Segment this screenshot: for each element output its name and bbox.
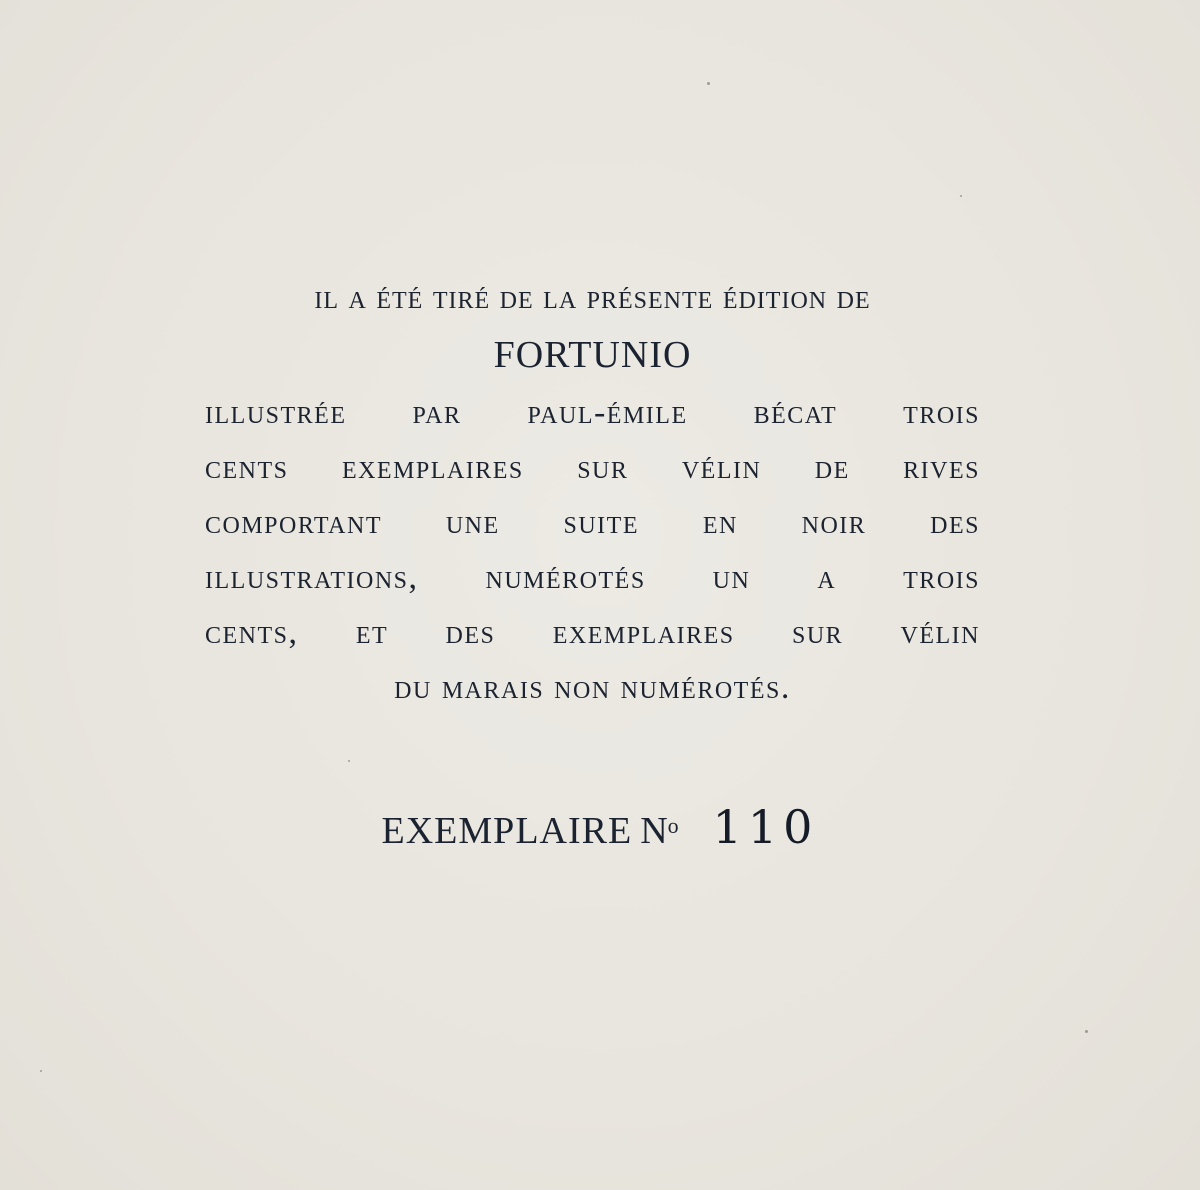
number-sign-superscript: o (667, 813, 679, 838)
colophon-line: illustrations, numérotés un a trois (205, 559, 980, 596)
colophon-line: cents exemplaires sur vélin de rives (205, 449, 980, 486)
copy-label: EXEMPLAIRE (381, 810, 633, 852)
book-title: FORTUNIO (493, 334, 692, 376)
colophon-line: illustrée par paul-émile bécat trois (205, 394, 980, 431)
colophon-intro-line: il a été tiré de la présente édition de (314, 279, 871, 316)
paper-speck (40, 1070, 42, 1072)
paper-speck (707, 82, 710, 85)
colophon-line: comportant une suite en noir des (205, 504, 980, 541)
paper-speck (960, 195, 962, 197)
paper-speck (348, 760, 350, 762)
colophon-last-line: du marais non numérotés. (394, 669, 791, 706)
copy-number-line (0, 800, 1200, 854)
number-sign-letter: N (640, 810, 668, 852)
colophon-line: cents, et des exemplaires sur vélin (205, 614, 980, 651)
copy-number: 110 (712, 800, 819, 854)
number-sign (640, 810, 678, 852)
colophon-block (205, 270, 980, 715)
paper-speck (1085, 1030, 1088, 1033)
